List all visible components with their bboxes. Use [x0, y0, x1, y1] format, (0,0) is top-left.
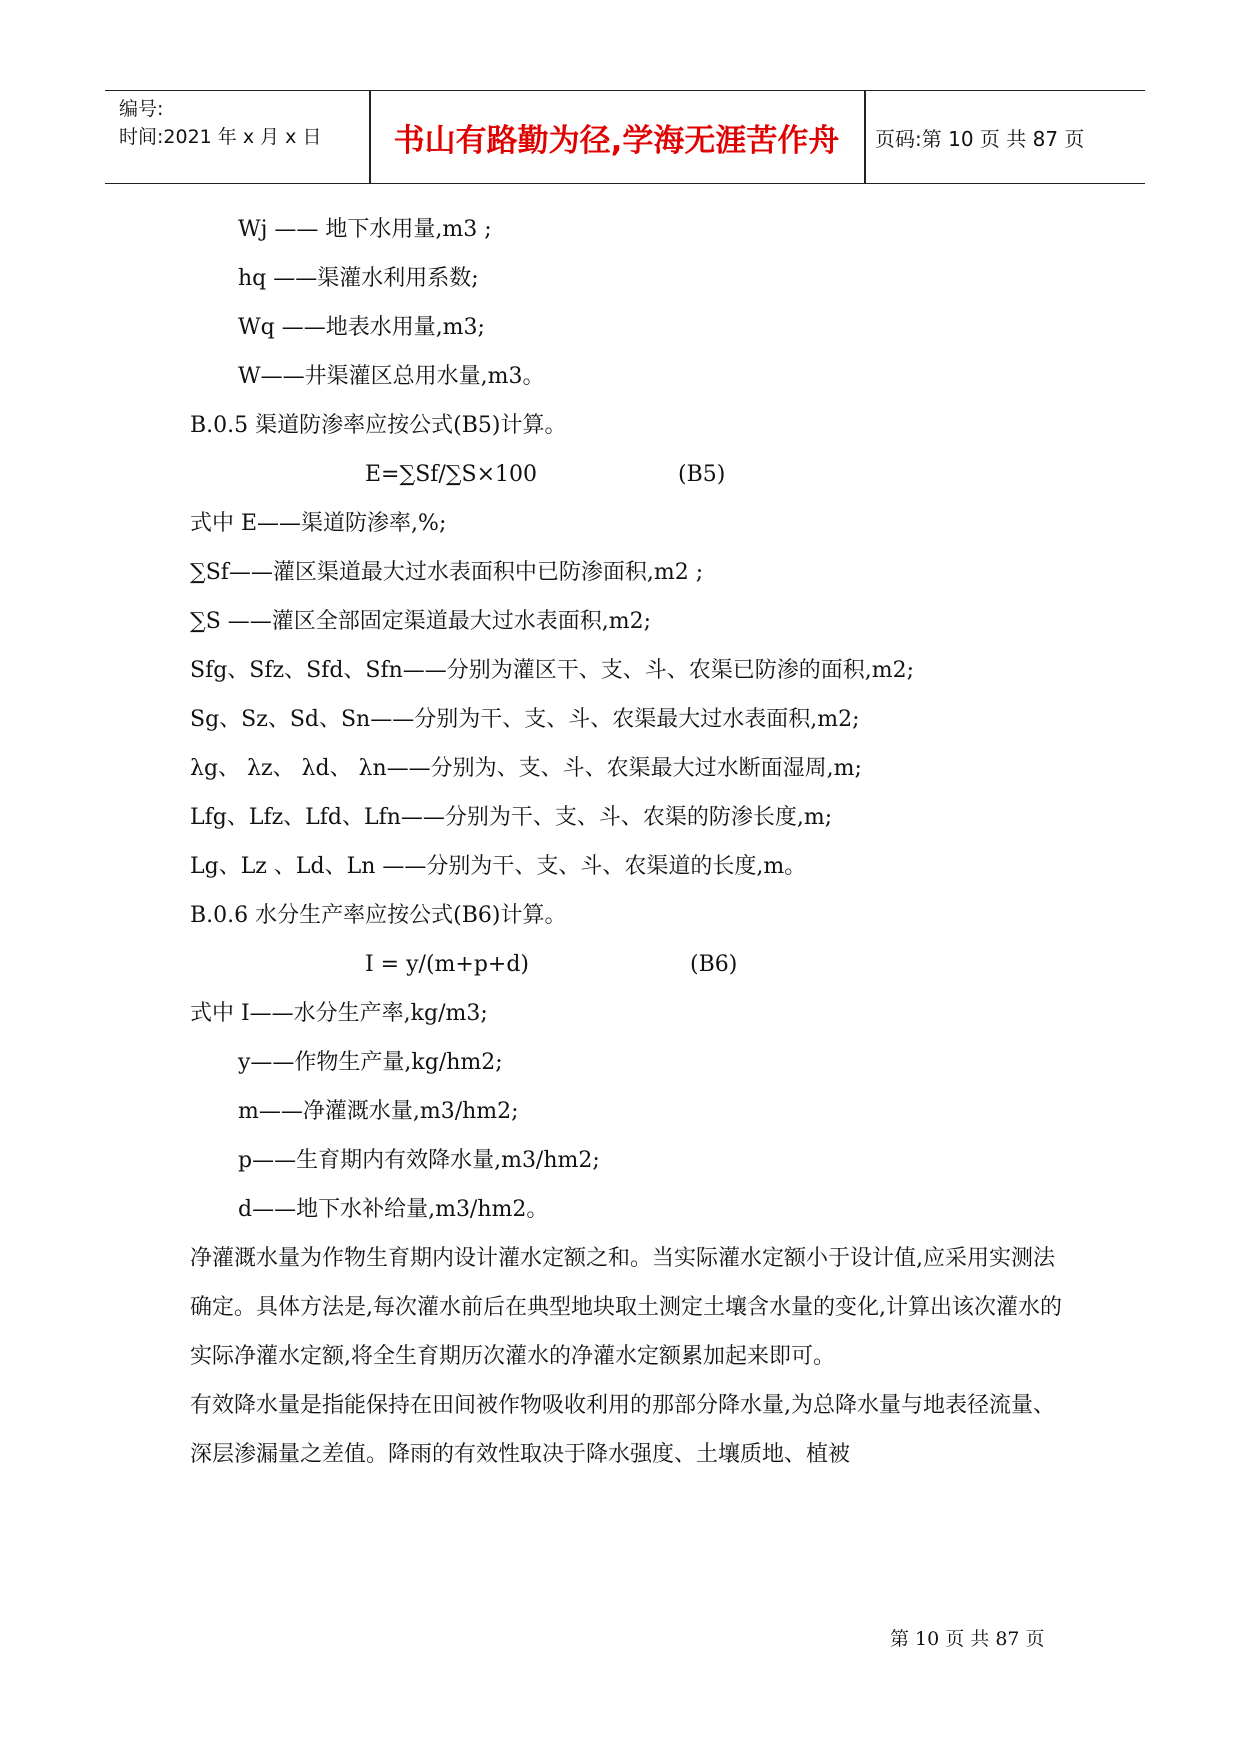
page-header [105, 90, 1145, 184]
text-line: p——生育期内有效降水量,m3/hm2; [238, 1148, 600, 1173]
text-line: ∑S ——灌区全部固定渠道最大过水表面积,m2; [190, 609, 652, 634]
text-line: Lfg、Lfz、Lfd、Lfn——分别为干、支、斗、农渠的防渗长度,m; [190, 805, 833, 830]
text-line: 式中 E——渠道防渗率,%; [190, 511, 447, 536]
formula-number: (B5) [678, 462, 726, 487]
paragraph: 有效降水量是指能保持在田间被作物吸收利用的那部分降水量,为总降水量与地表径流量、深层渗漏量之差值。降雨的有效性取决于降水强度、土壤质地、植被 [190, 1393, 1055, 1467]
text-line: Sfg、Sfz、Sfd、Sfn——分别为灌区干、支、斗、农渠已防渗的面积,m2; [190, 658, 915, 683]
text-line: Wq ——地表水用量,m3; [238, 315, 485, 340]
formula-expression: E=∑Sf/∑S×100 [365, 462, 538, 487]
text-line: Sg、Sz、Sd、Sn——分别为干、支、斗、农渠最大过水表面积,m2; [190, 707, 860, 732]
document-number-label: 编号: [119, 98, 164, 120]
page-footer: 第 10 页 共 87 页 [890, 1628, 1045, 1650]
header-meta [119, 95, 321, 151]
formula-b5 [190, 450, 1070, 499]
text-line: hq ——渠灌水利用系数; [238, 266, 479, 291]
text-line: λg、 λz、 λd、 λn——分别为、支、斗、农渠最大过水断面湿周,m; [190, 756, 862, 781]
text-line: Wj —— 地下水用量,m3 ; [238, 217, 492, 242]
document-time-label: 时间:2021 年 x 月 x 日 [119, 126, 322, 148]
header-divider [864, 91, 866, 183]
formula-expression: I = y/(m+p+d) [365, 952, 530, 977]
paragraph: 净灌溉水量为作物生育期内设计灌水定额之和。当实际灌水定额小于设计值,应采用实测法确定。具体方法是,每次灌水前后在典型地块取土测定土壤含水量的变化,计算出该次灌水的实际净灌水定额,将全生育期历次灌水的净灌水定额累加起来即可。 [190, 1246, 1062, 1369]
header-page-info: 页码:第 10 页 共 87 页 [875, 126, 1085, 151]
document-body [190, 205, 1070, 1479]
text-line: d——地下水补给量,m3/hm2。 [238, 1197, 549, 1222]
header-motto: 书山有路勤为径,学海无涯苦作舟 [393, 122, 840, 159]
formula-number: (B6) [690, 952, 738, 977]
text-line: Lg、Lz 、Ld、Ln ——分别为干、支、斗、农渠道的长度,m。 [190, 854, 807, 879]
text-line: 式中 I——水分生产率,kg/m3; [190, 1001, 488, 1026]
text-line: ∑Sf——灌区渠道最大过水表面积中已防渗面积,m2 ; [190, 560, 704, 585]
formula-b6 [190, 940, 1070, 989]
text-line: m——净灌溉水量,m3/hm2; [238, 1099, 519, 1124]
section-heading: B.0.5 渠道防渗率应按公式(B5)计算。 [190, 413, 567, 438]
text-line: y——作物生产量,kg/hm2; [238, 1050, 503, 1075]
text-line: W——井渠灌区总用水量,m3。 [238, 364, 545, 389]
section-heading: B.0.6 水分生产率应按公式(B6)计算。 [190, 903, 567, 928]
